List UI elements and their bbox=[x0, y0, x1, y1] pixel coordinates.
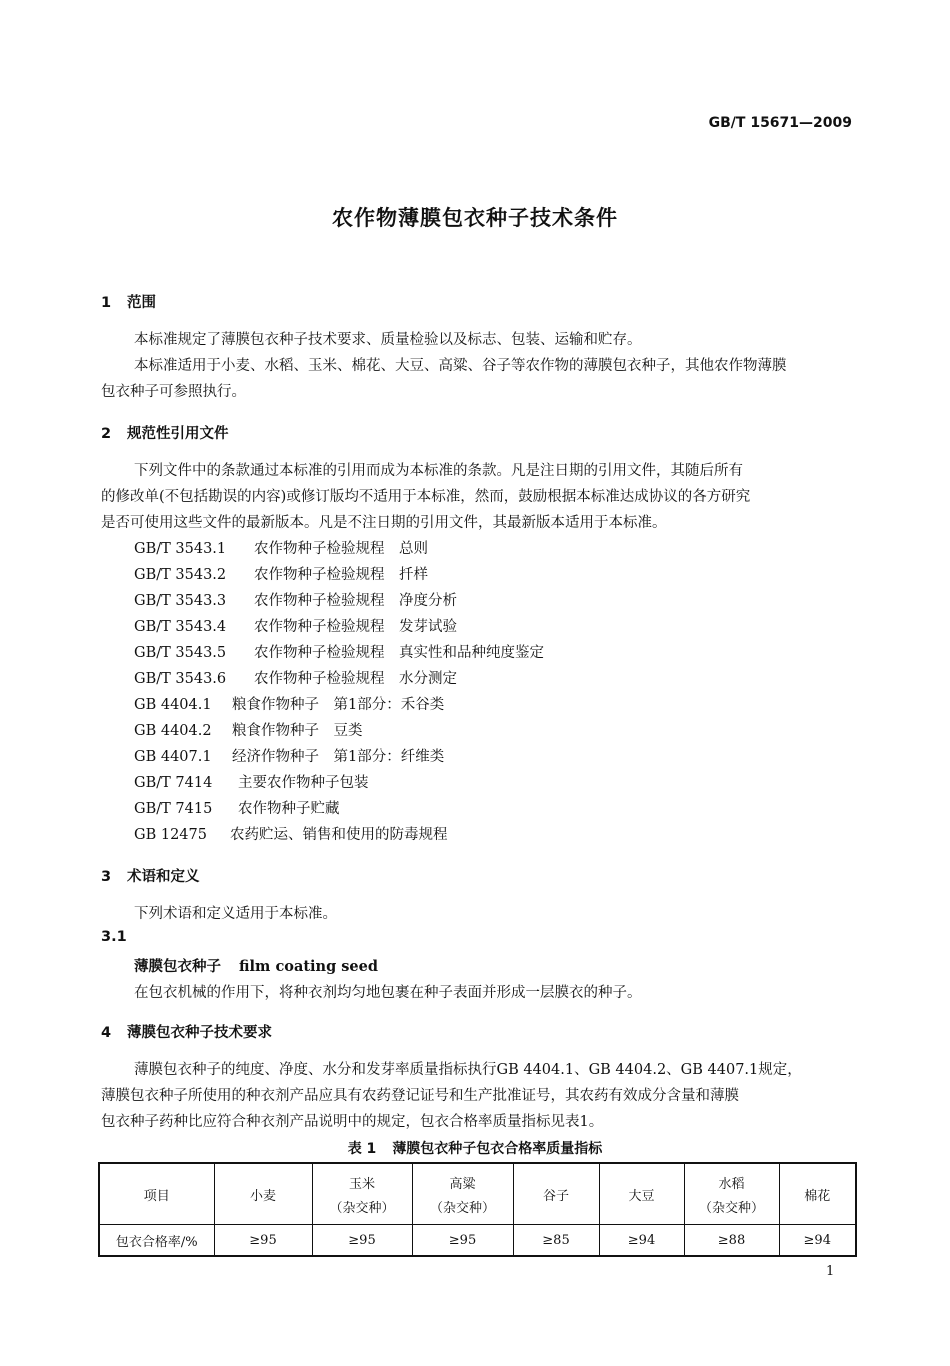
section-3-heading bbox=[101, 865, 200, 886]
reference-item bbox=[134, 641, 544, 662]
value-cell: ≥88 bbox=[684, 1225, 779, 1257]
section-3-title: 术语和定义 bbox=[127, 869, 200, 885]
reference-item bbox=[134, 667, 457, 688]
section-2-title: 规范性引用文件 bbox=[127, 426, 229, 442]
table-row bbox=[99, 1225, 856, 1257]
section-1-number: 1 bbox=[101, 295, 112, 311]
reference-name: 农作物种子检验规程 总则 bbox=[254, 541, 428, 557]
section-1-heading bbox=[101, 291, 156, 312]
subsection-3-1-number: 3.1 bbox=[101, 929, 127, 945]
document-title: 农作物薄膜包衣种子技术条件 bbox=[332, 206, 618, 230]
reference-item bbox=[134, 823, 448, 844]
reference-code: GB/T 3543.1 bbox=[134, 541, 227, 557]
section-1-paragraph-1: 本标准规定了薄膜包衣种子技术要求、质量检验以及标志、包装、运输和贮存。 bbox=[134, 332, 642, 348]
reference-item bbox=[134, 563, 428, 584]
header-cell-sorghum: 高粱 （杂交种） bbox=[412, 1163, 513, 1225]
value-cell: ≥95 bbox=[214, 1225, 312, 1257]
reference-name: 农作物种子检验规程 扦样 bbox=[254, 567, 428, 583]
term-title bbox=[134, 955, 378, 976]
reference-code: GB/T 3543.4 bbox=[134, 619, 227, 635]
reference-item bbox=[134, 693, 444, 714]
section-2-heading bbox=[101, 422, 229, 443]
term-definition: 在包衣机械的作用下，将种衣剂均匀地包裹在种子表面并形成一层膜衣的种子。 bbox=[134, 985, 642, 1001]
table-caption-title: 薄膜包衣种子包衣合格率质量指标 bbox=[392, 1141, 603, 1157]
value-cell: ≥94 bbox=[779, 1225, 856, 1257]
reference-item bbox=[134, 615, 457, 636]
reference-item bbox=[134, 797, 340, 818]
section-1-paragraph-2-line-2: 包衣种子可参照执行。 bbox=[101, 384, 246, 400]
reference-item bbox=[134, 719, 363, 740]
reference-item bbox=[134, 537, 428, 558]
reference-code: GB 4404.1 bbox=[134, 697, 212, 713]
term-english: film coating seed bbox=[239, 958, 379, 975]
reference-name: 农作物种子检验规程 真实性和品种纯度鉴定 bbox=[254, 645, 544, 661]
reference-code: GB/T 3543.3 bbox=[134, 593, 227, 609]
table-caption-number: 表 1 bbox=[347, 1141, 377, 1157]
reference-name: 经济作物种子 第1部分：纤维类 bbox=[232, 749, 445, 765]
reference-code: GB/T 3543.5 bbox=[134, 645, 227, 661]
section-4-heading bbox=[101, 1021, 272, 1042]
header-cell-cotton: 棉花 bbox=[779, 1163, 856, 1225]
header-cell-wheat: 小麦 bbox=[214, 1163, 312, 1225]
reference-code: GB 12475 bbox=[134, 827, 207, 843]
reference-code: GB/T 3543.6 bbox=[134, 671, 227, 687]
reference-code: GB/T 7414 bbox=[134, 775, 213, 791]
page-number: 1 bbox=[826, 1264, 835, 1279]
reference-name: 主要农作物种子包装 bbox=[238, 775, 369, 791]
header-cell-soybean: 大豆 bbox=[599, 1163, 684, 1225]
reference-name: 农作物种子贮藏 bbox=[238, 801, 340, 817]
value-cell: ≥95 bbox=[312, 1225, 412, 1257]
header-cell-rice: 水稻 （杂交种） bbox=[684, 1163, 779, 1225]
term-chinese: 薄膜包衣种子 bbox=[134, 959, 221, 975]
table-caption bbox=[0, 1138, 950, 1158]
value-cell: ≥95 bbox=[412, 1225, 513, 1257]
header-cell-millet: 谷子 bbox=[513, 1163, 599, 1225]
reference-name: 农作物种子检验规程 水分测定 bbox=[254, 671, 457, 687]
section-4-paragraph-line-1: 薄膜包衣种子的纯度、净度、水分和发芽率质量指标执行GB 4404.1、GB 4404.2、GB 4407.1规定， bbox=[134, 1062, 802, 1078]
reference-item bbox=[134, 771, 369, 792]
section-4-paragraph-line-3: 包衣种子药种比应符合种衣剂产品说明中的规定，包衣合格率质量指标见表1。 bbox=[101, 1114, 604, 1130]
qualification-rate-table bbox=[98, 1162, 857, 1257]
reference-item bbox=[134, 589, 457, 610]
reference-item bbox=[134, 745, 444, 766]
table-header-row bbox=[99, 1163, 856, 1225]
value-cell: ≥85 bbox=[513, 1225, 599, 1257]
section-1-paragraph-2-line-1: 本标准适用于小麦、水稻、玉米、棉花、大豆、高粱、谷子等农作物的薄膜包衣种子，其他农作物薄膜 bbox=[134, 358, 787, 374]
value-cell: ≥94 bbox=[599, 1225, 684, 1257]
section-2-paragraph-line-3: 是否可使用这些文件的最新版本。凡是不注日期的引用文件，其最新版本适用于本标准。 bbox=[101, 515, 667, 531]
header-cell-item: 项目 bbox=[99, 1163, 214, 1225]
reference-code: GB 4404.2 bbox=[134, 723, 212, 739]
section-3-number: 3 bbox=[101, 869, 112, 885]
reference-code: GB/T 3543.2 bbox=[134, 567, 227, 583]
section-1-title: 范围 bbox=[127, 295, 156, 311]
reference-code: GB/T 7415 bbox=[134, 801, 213, 817]
section-2-paragraph-line-1: 下列文件中的条款通过本标准的引用而成为本标准的条款。凡是注日期的引用文件，其随后所有 bbox=[134, 463, 743, 479]
reference-name: 粮食作物种子 第1部分：禾谷类 bbox=[232, 697, 445, 713]
standard-code: GB/T 15671—2009 bbox=[708, 115, 852, 131]
row-label-cell: 包衣合格率/% bbox=[99, 1225, 214, 1257]
reference-name: 粮食作物种子 豆类 bbox=[232, 723, 363, 739]
section-4-number: 4 bbox=[101, 1025, 112, 1041]
reference-name: 农作物种子检验规程 净度分析 bbox=[254, 593, 457, 609]
header-cell-corn: 玉米 （杂交种） bbox=[312, 1163, 412, 1225]
section-3-paragraph: 下列术语和定义适用于本标准。 bbox=[134, 906, 337, 922]
reference-name: 农作物种子检验规程 发芽试验 bbox=[254, 619, 457, 635]
section-4-paragraph-line-2: 薄膜包衣种子所使用的种衣剂产品应具有农药登记证号和生产批准证号，其农药有效成分含量和薄膜 bbox=[101, 1088, 739, 1104]
section-2-number: 2 bbox=[101, 426, 112, 442]
section-2-paragraph-line-2: 的修改单(不包括勘误的内容)或修订版均不适用于本标准，然而，鼓励根据本标准达成协议的各方研究 bbox=[101, 489, 751, 505]
reference-code: GB 4407.1 bbox=[134, 749, 212, 765]
reference-name: 农药贮运、销售和使用的防毒规程 bbox=[230, 827, 448, 843]
section-4-title: 薄膜包衣种子技术要求 bbox=[127, 1025, 272, 1041]
